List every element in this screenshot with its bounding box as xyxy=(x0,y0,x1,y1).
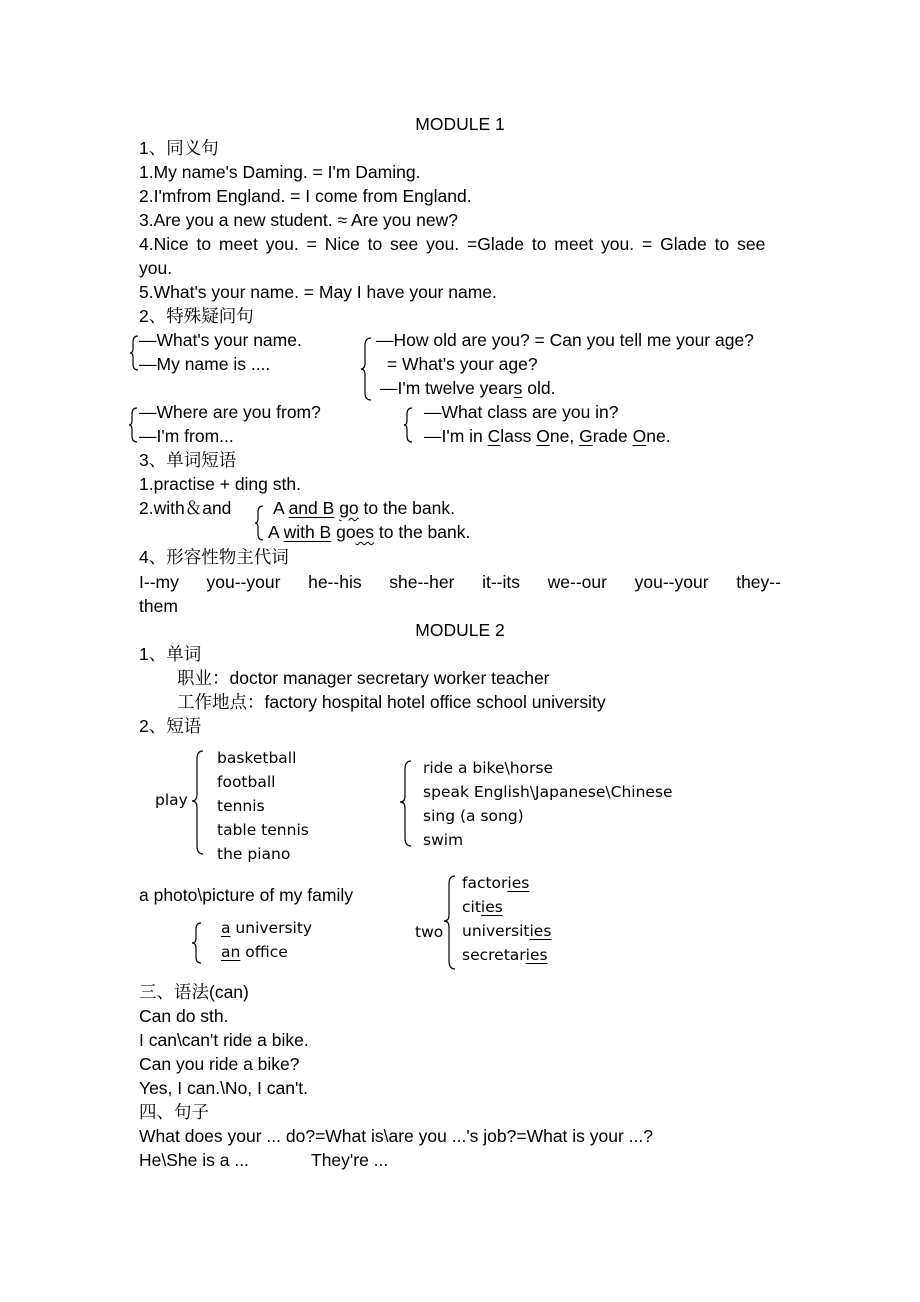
dialogue-age-question: —How old are you? = Can you tell me your age? xyxy=(376,330,754,350)
section-heading-words: 1、单词 xyxy=(139,644,202,664)
synonym-line: 4.Nice to meet you. = Nice to see you. =Glade to meet you. = Glade to see xyxy=(139,234,766,254)
possessive-pair: it--its xyxy=(482,572,520,592)
sentence-line: What does your ... do?=What is\are you ...'s job?=What is your ...? xyxy=(139,1126,654,1146)
possessive-pair: she--her xyxy=(389,572,455,592)
play-item: basketball xyxy=(217,749,297,767)
verb-item: ride a bike\horse xyxy=(423,759,554,777)
synonym-line: 3.Are you a new student. ≈ Are you new? xyxy=(139,210,458,230)
section-heading-possessives: 4、形容性物主代词 xyxy=(139,547,289,567)
possessive-pair: you--your xyxy=(634,572,709,592)
curly-brace-icon xyxy=(398,758,414,850)
grammar-line: Can you ride a bike? xyxy=(139,1054,300,1074)
two-label: two xyxy=(415,923,444,941)
plural-word: universities xyxy=(462,922,552,940)
plural-word: factories xyxy=(462,874,530,892)
possessive-pair: they-- xyxy=(736,572,781,592)
curly-brace-icon xyxy=(360,335,374,403)
section-heading-phrases: 3、单词短语 xyxy=(139,450,237,470)
plural-word: secretaries xyxy=(462,946,548,964)
play-item: the piano xyxy=(217,845,291,863)
possessive-pair: we--our xyxy=(547,572,607,592)
play-item: tennis xyxy=(217,797,265,815)
curly-brace-icon xyxy=(442,873,458,973)
plural-word: cities xyxy=(462,898,503,916)
synonym-line: 2.I'mfrom England. = I come from England. xyxy=(139,186,472,206)
article-example: a university xyxy=(221,919,313,937)
sentence-line: He\She is a ... xyxy=(139,1150,249,1170)
verb-item: swim xyxy=(423,831,464,849)
play-label: play xyxy=(155,791,188,809)
phrase-line: 2.with＆and xyxy=(139,498,232,518)
grammar-line: I can\can't ride a bike. xyxy=(139,1030,309,1050)
synonym-line: 5.What's your name. = May I have your name. xyxy=(139,282,497,302)
play-item: football xyxy=(217,773,276,791)
play-item: table tennis xyxy=(217,821,309,839)
jobs-line: 职业：doctor manager secretary worker teacher xyxy=(177,668,550,688)
module2-title: MODULE 2 xyxy=(415,620,505,640)
possessive-pair-wrap: them xyxy=(139,596,178,616)
section-heading-sentences: 四、句子 xyxy=(139,1102,209,1122)
dialogue-name-answer: —My name is .... xyxy=(139,354,271,374)
dialogue-name-question: —What's your name. xyxy=(139,330,302,350)
curly-brace-icon xyxy=(190,920,204,966)
workplaces-line: 工作地点：factory hospital hotel office school university xyxy=(177,692,606,712)
curly-brace-icon xyxy=(190,748,206,858)
section-heading-synonyms: 1、同义句 xyxy=(139,138,219,158)
module1-title: MODULE 1 xyxy=(415,114,505,134)
article-example: an office xyxy=(221,943,288,961)
curly-brace-icon xyxy=(254,503,266,543)
verb-item: speak English\Japanese\Chinese xyxy=(423,783,673,801)
phrase-line: 1.practise + ding sth. xyxy=(139,474,301,494)
grammar-line: Can do sth. xyxy=(139,1006,229,1026)
possessive-pair: you--your xyxy=(206,572,281,592)
section-heading-wh-questions: 2、特殊疑问句 xyxy=(139,306,254,326)
section-heading-grammar: 三、语法(can) xyxy=(139,982,249,1002)
with-and-example: A with B goes to the bank. xyxy=(268,522,471,542)
curly-brace-icon xyxy=(403,405,415,445)
dialogue-class-question: —What class are you in? xyxy=(424,402,619,422)
photo-phrase: a photo\picture of my family xyxy=(139,885,353,905)
dialogue-age-answer: —I'm twelve years old. xyxy=(380,378,556,398)
verb-item: sing (a song) xyxy=(423,807,524,825)
synonym-line: you. xyxy=(139,258,173,278)
possessives-list xyxy=(139,570,781,594)
grammar-line: Yes, I can.\No, I can't. xyxy=(139,1078,309,1098)
possessive-pair: he--his xyxy=(308,572,362,592)
possessive-pair: I--my xyxy=(139,572,179,592)
section-heading-phrases: 2、短语 xyxy=(139,716,202,736)
dialogue-from-question: —Where are you from? xyxy=(139,402,321,422)
dialogue-class-answer: —I'm in Class One, Grade One. xyxy=(424,426,671,446)
sentence-line: They're ... xyxy=(311,1150,389,1170)
synonym-line: 1.My name's Daming. = I'm Daming. xyxy=(139,162,421,182)
dialogue-from-answer: —I'm from... xyxy=(139,426,234,446)
with-and-example: A and B go to the bank. xyxy=(273,498,455,518)
dialogue-age-question-alt: = What's your age? xyxy=(382,354,538,374)
